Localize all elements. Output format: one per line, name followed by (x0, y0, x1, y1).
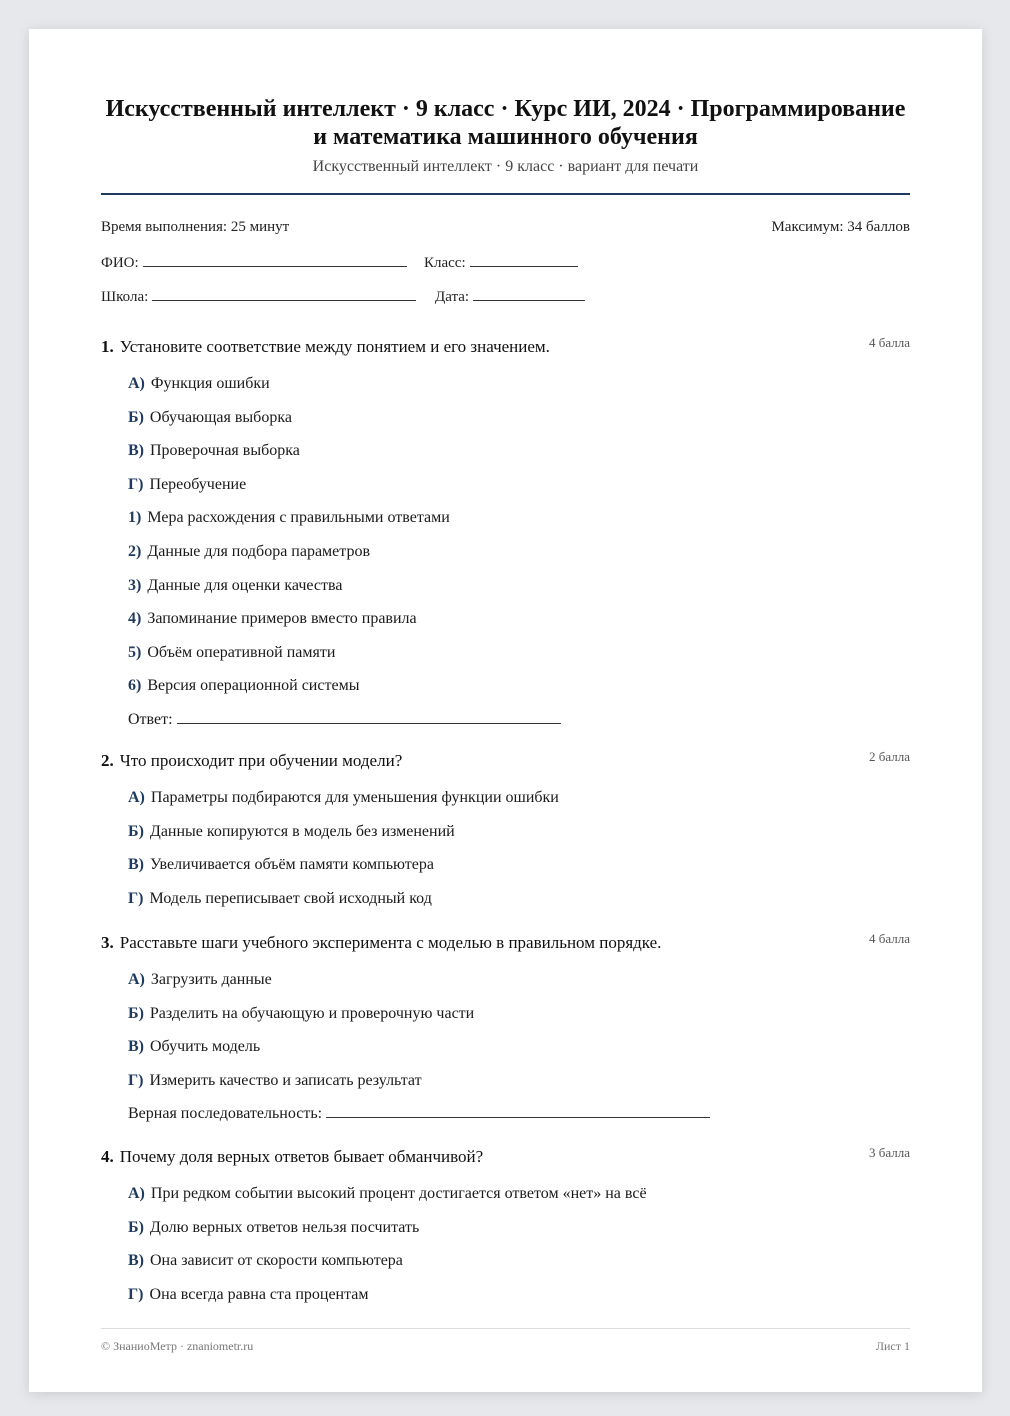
option-text: Переобучение (149, 475, 247, 493)
option-item[interactable] (128, 1250, 910, 1284)
question-header (101, 933, 910, 957)
option-label: 6) (128, 677, 142, 695)
option-text: Обучить модель (150, 1038, 261, 1056)
option-item (128, 675, 910, 709)
option-text: Измерить качество и записать результат (149, 1071, 422, 1089)
option-text: Функция ошибки (150, 375, 270, 392)
question-points: 4 балла (869, 335, 910, 350)
option-item (128, 1003, 910, 1037)
title-line-1: Искусственный интеллект · 9 класс · Курс ИИ, 2024 · Программирование (105, 96, 906, 122)
option-item[interactable] (128, 1284, 910, 1318)
class-input-line[interactable] (470, 252, 578, 267)
footer-divider (101, 1328, 910, 1329)
page-title (101, 95, 910, 151)
page-number: Лист 1 (875, 1339, 910, 1353)
option-item (128, 575, 910, 609)
option-label: В) (128, 1252, 144, 1270)
question-number: 3. (101, 933, 114, 952)
question-text: Установите соответствие между понятием и его значением. (119, 337, 550, 356)
option-label: Г) (128, 475, 144, 493)
option-label: В) (128, 442, 144, 460)
option-item (128, 969, 910, 1003)
question-text: Почему доля верных ответов бывает обманчивой? (119, 1147, 484, 1166)
option-item[interactable] (128, 1183, 910, 1217)
question-header (101, 1147, 910, 1171)
school-field[interactable] (101, 286, 416, 306)
option-label: В) (128, 1038, 144, 1056)
question-number: 1. (101, 337, 114, 356)
option-item (128, 541, 910, 575)
option-label: А) (128, 1185, 145, 1202)
question-text: Расставьте шаги учебного эксперимента с моделью в правильном порядке. (119, 933, 662, 952)
question-header (101, 751, 910, 775)
option-text: Параметры подбираются для уменьшения функции ошибки (150, 789, 559, 806)
option-item[interactable] (128, 1217, 910, 1251)
option-label: А) (128, 789, 145, 806)
fio-input-line[interactable] (143, 252, 407, 267)
option-text: Данные копируются в модель без изменений (149, 822, 455, 840)
option-label: 3) (128, 576, 142, 594)
option-label: Б) (128, 1004, 144, 1022)
option-item (128, 608, 910, 642)
option-label: Б) (128, 1218, 144, 1236)
date-field[interactable] (435, 286, 585, 306)
option-text: Запоминание примеров вместо правила (147, 610, 417, 628)
footer-copyright: © ЗнаниоМетр · znaniometr.ru (101, 1339, 254, 1353)
answer-field[interactable] (128, 709, 910, 729)
option-label: Г) (128, 1071, 144, 1089)
question-2 (101, 751, 910, 921)
option-item (128, 440, 910, 474)
option-text: Загрузить данные (150, 971, 272, 988)
option-item (128, 507, 910, 541)
option-text: Разделить на обучающую и проверочную части (149, 1004, 475, 1022)
option-label: 4) (128, 610, 142, 628)
worksheet-page (29, 29, 982, 1392)
max-score: Максимум: 34 баллов (771, 219, 910, 235)
question-header (101, 337, 910, 361)
option-item (128, 1070, 910, 1104)
option-text: Проверочная выборка (150, 442, 300, 460)
option-text: Она зависит от скорости компьютера (150, 1252, 403, 1270)
header-divider (101, 193, 910, 195)
option-item (128, 373, 910, 407)
question-1 (101, 337, 910, 729)
option-text: Данные для оценки качества (147, 576, 343, 594)
exam-meta-row (101, 219, 910, 236)
option-text: Увеличивается объём памяти компьютера (150, 856, 434, 874)
option-text: При редком событии высокий процент достигается ответом «нет» на всё (150, 1185, 647, 1202)
question-4 (101, 1147, 910, 1317)
date-label: Дата: (435, 289, 470, 305)
school-input-line[interactable] (152, 286, 416, 301)
option-text: Данные для подбора параметров (147, 542, 371, 560)
fio-label: ФИО: (101, 255, 139, 271)
option-item[interactable] (128, 854, 910, 888)
option-text: Долю верных ответов нельзя посчитать (149, 1218, 420, 1236)
question-points: 3 балла (869, 1145, 910, 1160)
page-footer (101, 1339, 910, 1354)
question-points: 4 балла (869, 931, 910, 946)
answer-label: Верная последовательность: (128, 1105, 323, 1123)
option-item[interactable] (128, 787, 910, 821)
question-3 (101, 933, 910, 1123)
option-item[interactable] (128, 821, 910, 855)
date-input-line[interactable] (473, 286, 585, 301)
option-text: Объём оперативной памяти (147, 643, 336, 661)
option-label: Г) (128, 889, 144, 907)
answer-label: Ответ: (128, 710, 173, 728)
option-item (128, 642, 910, 676)
option-label: 5) (128, 643, 142, 661)
option-label: А) (128, 375, 145, 392)
option-text: Модель переписывает свой исходный код (149, 889, 432, 907)
page-subtitle: Искусственный интеллект · 9 класс · вариант для печати (312, 158, 699, 175)
option-label: Б) (128, 822, 144, 840)
option-label: В) (128, 856, 144, 874)
option-label: Б) (128, 408, 144, 426)
sequence-answer-field[interactable] (128, 1103, 910, 1123)
question-points: 2 балла (869, 749, 910, 764)
option-text: Обучающая выборка (149, 408, 292, 426)
time-limit: Время выполнения: 25 минут (101, 219, 290, 235)
question-number: 2. (101, 751, 114, 770)
option-label: А) (128, 971, 145, 988)
option-label: 1) (128, 509, 142, 527)
option-item (128, 474, 910, 508)
option-label: Г) (128, 1285, 144, 1303)
option-text: Она всегда равна ста процентам (149, 1285, 369, 1303)
answer-input-line[interactable] (177, 709, 561, 724)
option-item (128, 1036, 910, 1070)
title-line-2: и математика машинного обучения (313, 124, 698, 150)
question-number: 4. (101, 1147, 114, 1166)
option-text: Версия операционной системы (147, 677, 360, 695)
class-field[interactable] (424, 252, 578, 272)
question-text: Что происходит при обучении модели? (119, 751, 403, 770)
fio-field[interactable] (101, 252, 407, 272)
school-label: Школа: (101, 289, 149, 305)
option-text: Мера расхождения с правильными ответами (147, 509, 450, 527)
option-label: 2) (128, 542, 142, 560)
answer-input-line[interactable] (326, 1103, 710, 1118)
option-item (128, 407, 910, 441)
class-label: Класс: (424, 255, 466, 271)
option-item[interactable] (128, 888, 910, 922)
